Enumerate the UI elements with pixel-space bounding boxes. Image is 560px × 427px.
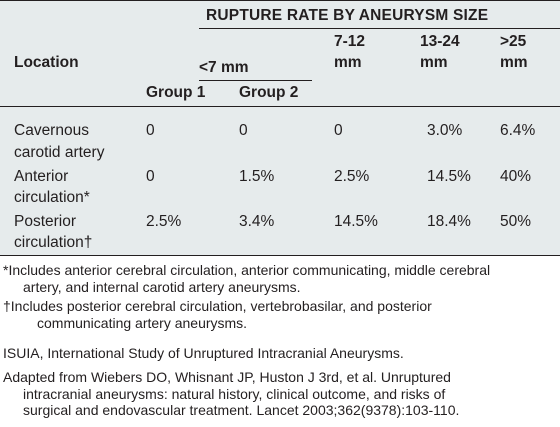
size-gt25-cell: 40% — [500, 168, 532, 185]
group2-cell: 0 — [239, 122, 248, 139]
footnote-star-line2: artery, and internal carotid artery aneurysms. — [23, 278, 301, 295]
table-bottom-rule — [0, 255, 560, 256]
size-header-7-12-line1: 7-12 — [334, 33, 366, 50]
size-header-7-12-line2: mm — [334, 54, 362, 71]
location-cell: Posterior — [14, 213, 77, 230]
group1-header: Group 1 — [146, 84, 206, 101]
location-header: Location — [14, 54, 79, 71]
size-gt25-cell: 6.4% — [500, 122, 536, 139]
group2-cell: 1.5% — [239, 168, 275, 185]
spanning-header: RUPTURE RATE BY ANEURYSM SIZE — [206, 7, 489, 24]
footnote-adapted-line2: intracranial aneurysms: natural history, clinical outcome, and risks of — [23, 385, 446, 402]
location-cell-line2: circulation* — [14, 189, 90, 206]
footnote-dagger-line1: †Includes posterior cerebral circulation, vertebrobasilar, and posterior — [3, 298, 432, 314]
size-13-24-cell: 14.5% — [427, 168, 471, 185]
location-cell: Anterior — [14, 168, 69, 185]
header-bottom-rule — [0, 106, 560, 107]
size-header-gt25-line2: mm — [500, 54, 528, 71]
group1-cell: 2.5% — [146, 213, 182, 230]
table-top-rule — [0, 0, 560, 1]
footnote-adapted-line3: surgical and endovascular treatment. Lancet 2003;362(9378):103-110. — [23, 402, 460, 419]
group1-cell: 0 — [146, 168, 155, 185]
group2-cell: 3.4% — [239, 213, 275, 230]
footnote-star-line1: *Includes anterior cerebral circulation, anterior communicating, middle cerebral — [3, 262, 491, 278]
group2-header: Group 2 — [239, 84, 299, 101]
size-header-13-24-line1: 13-24 — [420, 33, 460, 50]
size-7-12-cell: 0 — [334, 122, 343, 139]
location-cell-line2: carotid artery — [14, 144, 105, 161]
size-7-12-cell: 2.5% — [334, 168, 370, 185]
lt7-subheader-rule — [199, 80, 312, 81]
group1-cell: 0 — [146, 122, 155, 139]
footnote-adapted-line1: Adapted from Wiebers DO, Whisnant JP, Huston J 3rd, et al. Unruptured — [3, 369, 451, 385]
location-cell-line2: circulation† — [14, 234, 93, 251]
size-header-13-24-line2: mm — [420, 54, 448, 71]
location-cell: Cavernous — [14, 122, 89, 139]
footnote-dagger-line2: communicating artery aneurysms. — [37, 314, 248, 331]
size-13-24-cell: 3.0% — [427, 122, 463, 139]
footnote-isuia: ISUIA, International Study of Unruptured Intracranial Aneurysms. — [3, 345, 404, 361]
size-header-lt7: <7 mm — [199, 59, 249, 76]
size-header-gt25-line1: >25 — [500, 33, 527, 50]
spanning-header-rule — [199, 28, 560, 29]
size-gt25-cell: 50% — [500, 213, 532, 230]
size-7-12-cell: 14.5% — [334, 213, 378, 230]
size-13-24-cell: 18.4% — [427, 213, 471, 230]
